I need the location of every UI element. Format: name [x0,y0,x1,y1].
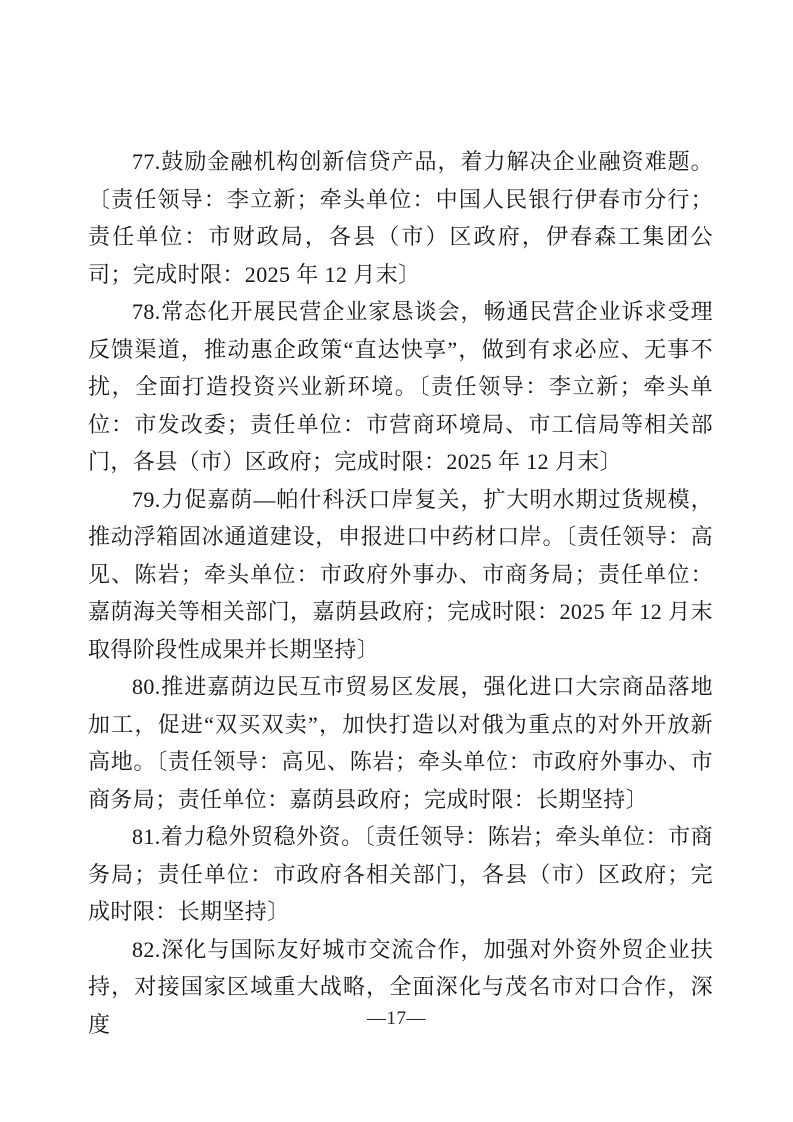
paragraph-item-81: 81.着力稳外贸稳外资。〔责任领导：陈岩；牵头单位：市商务局；责任单位：市政府各相关部门，各县（市）区政府；完成时限：长期坚持〕 [88,824,713,924]
paragraph-item-80: 80.推进嘉荫边民互市贸易区发展，强化进口大宗商品落地加工，促进“双买双卖”，加快打造以对俄为重点的对外开放新高地。〔责任领导：高见、陈岩；牵头单位：市政府外事办、市商务局；责任单位：嘉荫县政府；完成时限：长期坚持〕 [88,674,713,812]
document-body [88,143,713,1043]
paragraph-item-77: 77.鼓励金融机构创新信贷产品，着力解决企业融资难题。〔责任领导：李立新；牵头单位：中国人民银行伊春市分行；责任单位：市财政局，各县（市）区政府，伊春森工集团公司；完成时限：2025 年 12 月末〕 [88,149,713,287]
page-number: —17— [367,1008,426,1029]
paragraph-item-82: 82.深化与国际友好城市交流合作，加强对外资外贸企业扶持，对接国家区域重大战略，全面深化与茂名市对口合作，深度 [88,936,713,1037]
paragraph-item-79: 79.力促嘉荫—帕什科沃口岸复关，扩大明水期过货规模，推动浮箱固冰通道建设，申报进口中药材口岸。〔责任领导：高见、陈岩；牵头单位：市政府外事办、市商务局；责任单位：嘉荫海关等相关部门，嘉荫县政府；完成时限：2025 年 12 月末取得阶段性成果并长期坚持〕 [88,486,713,662]
paragraph-item-78: 78.常态化开展民营企业家恳谈会，畅通民营企业诉求受理反馈渠道，推动惠企政策“直达快享”，做到有求必应、无事不扰，全面打造投资兴业新环境。〔责任领导：李立新；牵头单位：市发改委；责任单位：市营商环境局、市工信局等相关部门，各县（市）区政府；完成时限：2025 年 12 月末〕 [88,299,713,474]
